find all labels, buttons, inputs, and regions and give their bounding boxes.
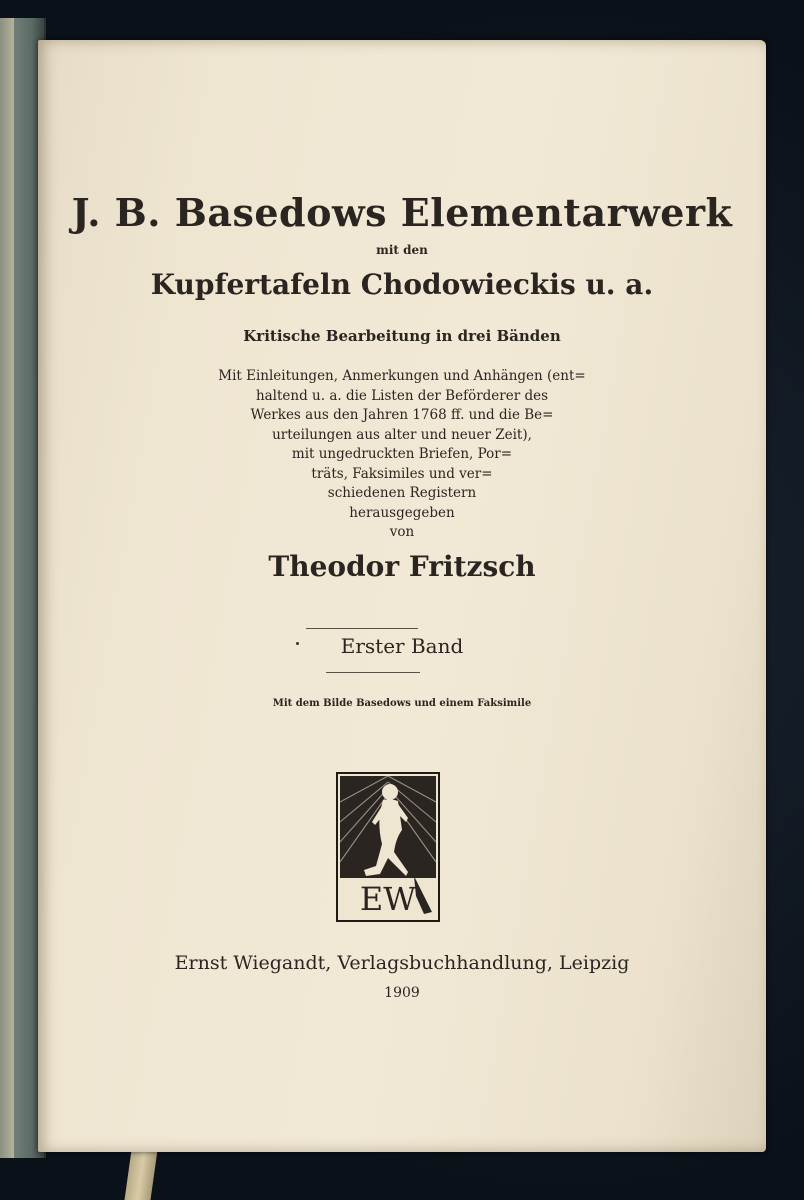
title-connector: mit den bbox=[376, 243, 428, 257]
title-page bbox=[38, 40, 766, 1152]
description-line: urteilungen aus alter und neuer Zeit), bbox=[272, 426, 532, 443]
publisher-emblem-icon bbox=[336, 772, 440, 922]
description-line: träts, Faksimiles und ver= bbox=[311, 465, 493, 482]
publisher-line: Ernst Wiegandt, Verlagsbuchhandlung, Leipzig bbox=[174, 952, 630, 974]
author-name: Theodor Fritzsch bbox=[268, 550, 536, 583]
plate-note: Mit dem Bilde Basedows und einem Faksimile bbox=[272, 698, 532, 709]
description-line: Mit Einleitungen, Anmerkungen und Anhängen (ent= bbox=[218, 368, 586, 384]
description-block bbox=[38, 367, 766, 543]
publication-year: 1909 bbox=[384, 985, 420, 1001]
description-line: haltend u. a. die Listen der Beförderer des bbox=[255, 387, 549, 404]
emblem-letters: EW bbox=[359, 880, 417, 918]
divider-rule bbox=[326, 672, 420, 673]
description-line: schiedenen Registern bbox=[327, 485, 477, 501]
edition-note: Kritische Bearbeitung in drei Bänden bbox=[243, 327, 561, 345]
description-line: mit ungedruckten Briefen, Por= bbox=[291, 446, 513, 462]
description-line: von bbox=[389, 524, 415, 540]
divider-rule bbox=[306, 628, 418, 629]
description-line: Werkes aus den Jahren 1768 ff. und die Be= bbox=[250, 407, 554, 423]
book-cover-edge bbox=[0, 18, 14, 1158]
book-title: J. B. Basedows Elementarwerk bbox=[71, 190, 733, 235]
description-line: herausgegeben bbox=[349, 504, 455, 521]
book-subtitle: Kupfertafeln Chodowieckis u. a. bbox=[150, 268, 654, 301]
volume-label: Erster Band bbox=[340, 634, 464, 658]
